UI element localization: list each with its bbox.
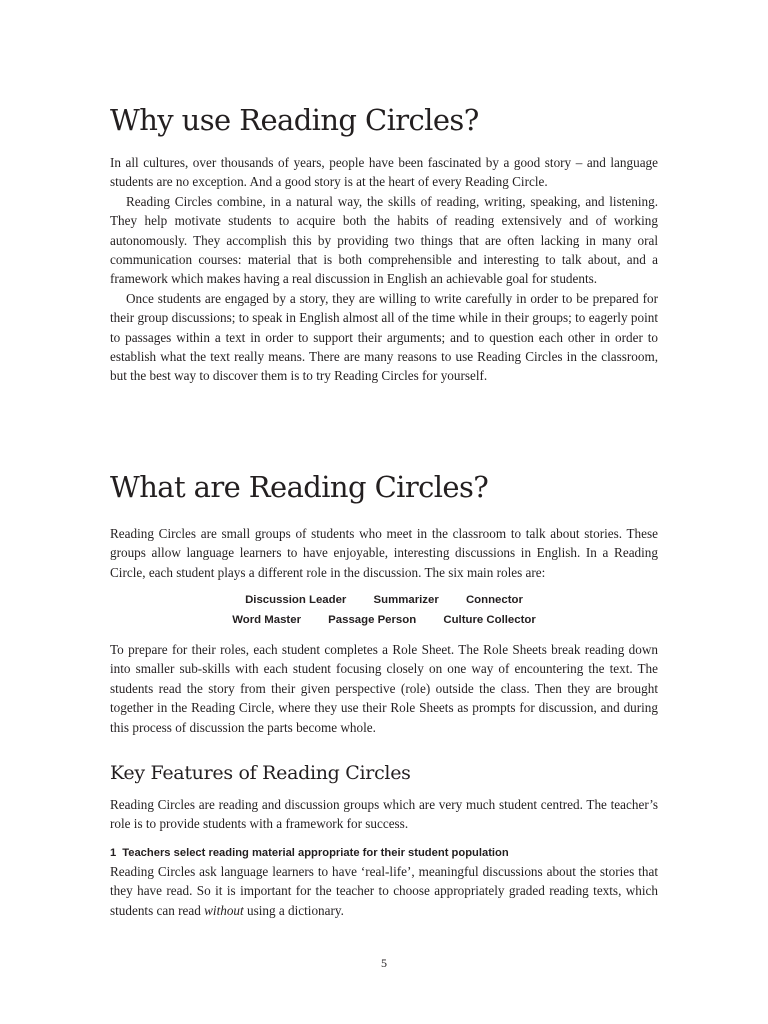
paragraph: Once students are engaged by a story, they are willing to write carefully in order to be prepared for their group discussions; to speak in English almost all of the time while in their groups; to eagerly point to passages within a text in order to support their arguments; and to question each other in order to establish what the text really means. There are many reasons to use Reading Circles in the classroom, but the best way to discover them is to try Reading Circles for yourself.: [110, 290, 658, 384]
section-why-body: [110, 153, 658, 386]
feature-text-after: using a dictionary.: [243, 902, 344, 918]
feature-number: 1: [110, 847, 117, 859]
role-label: Connector: [465, 594, 523, 606]
section-key-features-body: [110, 795, 658, 834]
feature-item: [110, 844, 658, 920]
paragraph: In all cultures, over thousands of years, people have been fascinated by a good story – and language students are no exception. And a good story is at the heart of every Reading Circle.: [110, 155, 658, 190]
feature-text-before: Reading Circles ask language learners to have ‘real-life’, meaningful discussions about the stories that they have read. So it is important for the teacher to choose appropriately graded reading texts, which students can read: [110, 864, 658, 918]
paragraph: Reading Circles are reading and discussion groups which are very much student centred. The teacher’s role is to provide students with a framework for success.: [110, 797, 658, 832]
section-what-body-2: [110, 640, 658, 737]
paragraph: Reading Circles combine, in a natural way, the skills of reading, writing, speaking, and listening. They help motivate students to acquire both the habits of reading extensively and of working autonomously. They accomplish this by providing two things that are often lacking in many oral communication courses: material that is both comprehensible and interesting to talk about, and a framework which makes having a real discussion in English an achievable goal for students.: [110, 193, 658, 287]
page-number: 5: [381, 956, 387, 970]
section-heading-key-features: Key Features of Reading Circles: [110, 762, 411, 784]
roles-row: [110, 610, 658, 630]
section-heading-what: What are Reading Circles?: [110, 470, 489, 504]
role-label: Culture Collector: [443, 614, 536, 626]
roles-list: [110, 590, 658, 630]
section-heading-why: Why use Reading Circles?: [110, 103, 479, 137]
roles-row: [110, 590, 658, 610]
feature-title: [110, 844, 658, 862]
role-label: Word Master: [232, 614, 301, 626]
feature-text-emphasis: without: [204, 902, 244, 918]
role-label: Discussion Leader: [245, 594, 347, 606]
role-label: Passage Person: [328, 614, 417, 626]
feature-text: [110, 862, 658, 920]
feature-title-text: Teachers select reading material appropriate for their student population: [122, 847, 509, 859]
paragraph: Reading Circles are small groups of students who meet in the classroom to talk about stories. These groups allow language learners to have enjoyable, interesting discussions in English. In a Reading Circle, each student plays a different role in the discussion. The six main roles are:: [110, 526, 658, 580]
paragraph: To prepare for their roles, each student completes a Role Sheet. The Role Sheets break reading down into smaller sub-skills with each student focusing closely on one way of encountering the text. The students read the story from their given perspective (role) outside the class. Then they are brought together in the Reading Circle, where they use their Role Sheets as prompts for discussion, and during this process of discussion the parts become whole.: [110, 642, 658, 735]
section-what-body: [110, 524, 658, 582]
role-label: Summarizer: [373, 594, 439, 606]
